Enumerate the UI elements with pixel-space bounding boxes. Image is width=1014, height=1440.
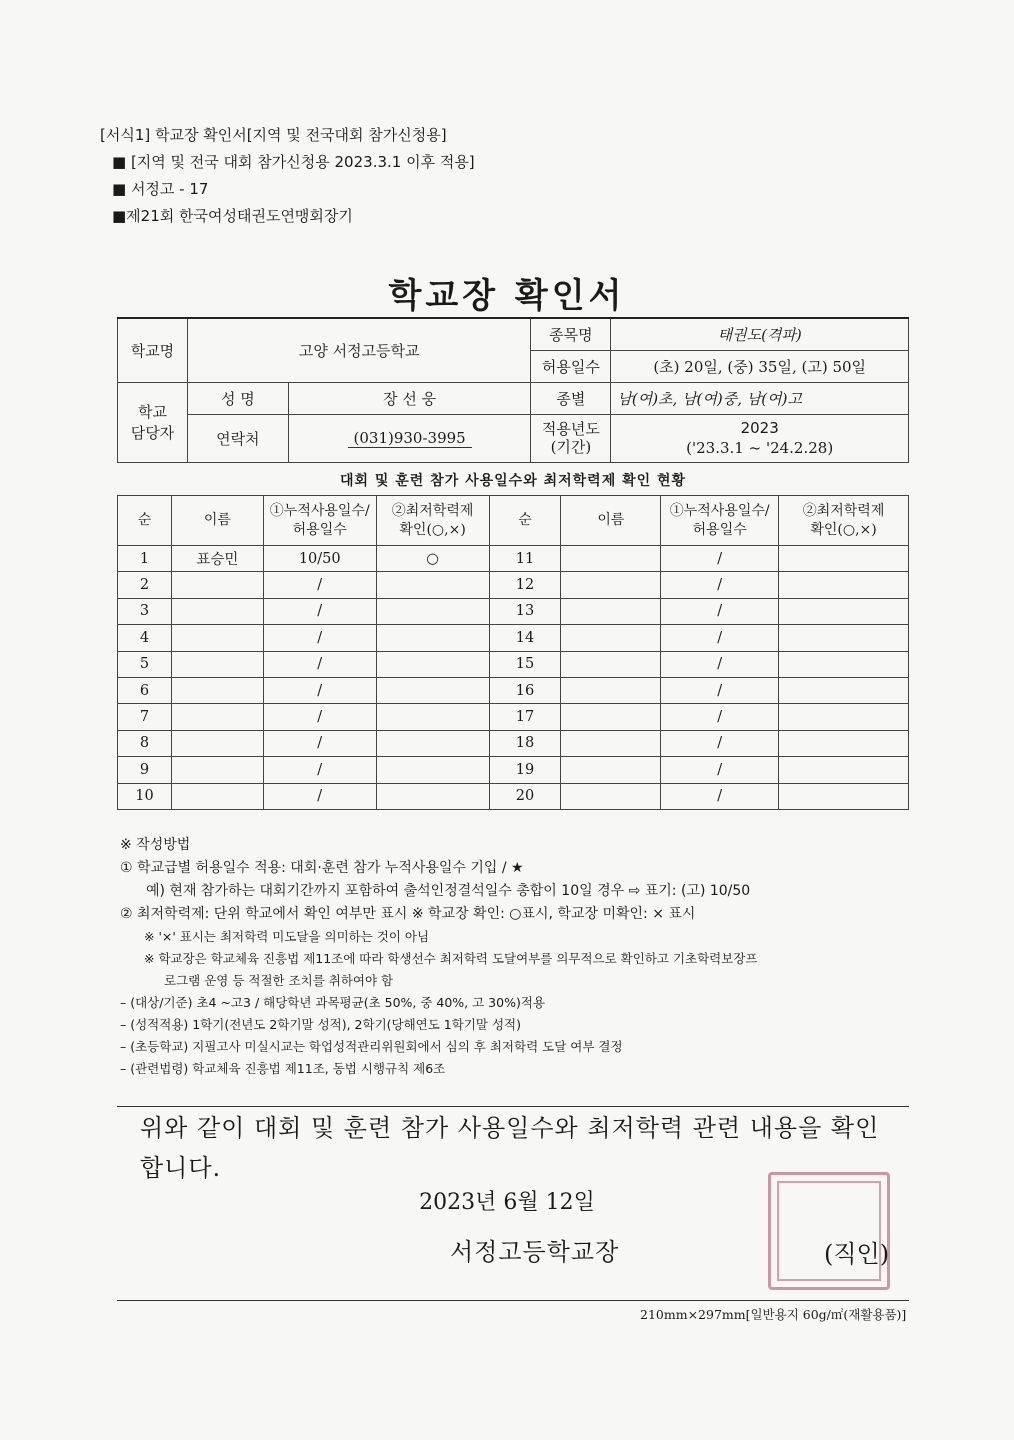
contact-label-line2: 담당자: [130, 424, 175, 442]
divider-bottom: [117, 1300, 909, 1301]
table-row: [118, 677, 909, 703]
header-days-line2: 허용일수: [292, 521, 347, 538]
row-number: 2: [118, 572, 172, 598]
participant-name: [171, 730, 263, 756]
participant-name: [561, 598, 661, 624]
row-number: 14: [489, 625, 561, 651]
phone-number: (031)930-3995: [348, 429, 472, 448]
table-row: [118, 783, 909, 809]
header-days-line1: ①누적사용일수/: [669, 502, 770, 519]
row-number: 1: [118, 546, 172, 572]
days-used: /: [661, 730, 779, 756]
participant-name: [171, 651, 263, 677]
grade-check: [376, 651, 489, 677]
header-no-right: 순: [489, 496, 561, 546]
form-label: [서식1] 학교장 확인서[지역 및 전국대회 참가신청용]: [100, 126, 447, 144]
table-row: [118, 598, 909, 624]
days-used: /: [661, 546, 779, 572]
row-number: 7: [118, 704, 172, 730]
paper-spec: 210mm×297mm[일반용지 60g/㎡(재활용품)]: [640, 1307, 907, 1322]
days-used: /: [661, 677, 779, 703]
days-used: /: [263, 677, 376, 703]
row-number: 12: [489, 572, 561, 598]
school-info-table: [117, 317, 909, 463]
grade-check: [779, 651, 909, 677]
days-used: /: [263, 704, 376, 730]
grade-check: [779, 783, 909, 809]
year-value: [611, 414, 909, 462]
header-days-line2: 허용일수: [692, 521, 747, 538]
header-days-right: [661, 496, 779, 546]
row-number: 16: [489, 677, 561, 703]
grade-check: [779, 572, 909, 598]
row-number: 13: [489, 598, 561, 624]
instruction-sub-2-cont: 로그램 운영 등 적절한 조치를 취하여야 함: [164, 973, 394, 988]
grade-check: [376, 783, 489, 809]
document-number: ■ 서정고 - 17: [112, 180, 209, 198]
detail-2: – (성적적용) 1학기(전년도 2학기말 성적), 2학기(당해연도 1학기말 성적): [120, 1017, 521, 1032]
header-grade-line1: ②최저학력제: [802, 502, 885, 519]
table-row: [118, 651, 909, 677]
contact-label-line1: 학교: [137, 403, 167, 421]
list-caption: 대회 및 훈련 참가 사용일수와 최저학력제 확인 현황: [339, 473, 687, 489]
row-number: 18: [489, 730, 561, 756]
days-used: 10/50: [263, 546, 376, 572]
row-number: 9: [118, 757, 172, 783]
row-number: 5: [118, 651, 172, 677]
divider-top: [117, 1106, 909, 1107]
instruction-1: ① 학교급별 허용일수 적용: 대회·훈련 참가 누적사용일수 기입 / ★: [120, 860, 524, 876]
row-number: 17: [489, 704, 561, 730]
header-days-left: [263, 496, 376, 546]
instruction-sub-1: ※ '×' 표시는 최저학력 미도달을 의미하는 것이 아님: [144, 929, 430, 944]
issue-date: 2023년 6월 12일: [419, 1190, 595, 1215]
page-title: 학교장 확인서: [388, 276, 626, 316]
grade-check: ○: [376, 546, 489, 572]
year-label: [531, 414, 611, 462]
school-value: 고양 서정고등학교: [187, 318, 531, 382]
instruction-1-example: 예) 현재 참가하는 대회기간까지 포함하여 출석인정결석일수 총합이 10일 경우 ⇨ 표기: (고) 10/50: [146, 883, 751, 899]
days-used: /: [263, 730, 376, 756]
name-value: 장 선 웅: [288, 382, 531, 414]
participant-name: [171, 677, 263, 703]
row-number: 6: [118, 677, 172, 703]
header-name-left: 이름: [171, 496, 263, 546]
table-row: [118, 704, 909, 730]
grade-check: [376, 757, 489, 783]
days-used: /: [263, 625, 376, 651]
row-number: 11: [489, 546, 561, 572]
days-used: /: [661, 651, 779, 677]
grade-check: [376, 625, 489, 651]
grade-check: [376, 677, 489, 703]
detail-3: – (초등학교) 지필고사 미실시교는 학업성적관리위원회에서 심의 후 최저학력 도달 여부 결정: [120, 1039, 623, 1054]
grade-check: [779, 625, 909, 651]
official-seal: [768, 1172, 890, 1290]
table-row: [118, 757, 909, 783]
header-name-right: 이름: [561, 496, 661, 546]
table-row: [118, 625, 909, 651]
grade-check: [376, 730, 489, 756]
participant-name: [561, 677, 661, 703]
days-used: /: [661, 598, 779, 624]
days-used: /: [661, 625, 779, 651]
participant-name: [171, 757, 263, 783]
gender-value: 남(여)초, 남(여)중, 남(여)고: [611, 382, 909, 414]
row-number: 15: [489, 651, 561, 677]
table-row: [118, 572, 909, 598]
header-grade-right: [779, 496, 909, 546]
header-grade-line2: 확인(○,×): [810, 521, 877, 538]
days-label: 허용일수: [531, 350, 611, 382]
event-value: 태권도(격파): [611, 318, 909, 350]
grade-check: [779, 730, 909, 756]
gender-label: 종별: [531, 382, 611, 414]
participant-name: [171, 783, 263, 809]
days-value: (초) 20일, (중) 35일, (고) 50일: [611, 350, 909, 382]
grade-check: [779, 677, 909, 703]
grade-check: [376, 572, 489, 598]
days-used: /: [263, 757, 376, 783]
row-number: 20: [489, 783, 561, 809]
participants-table: [117, 495, 909, 810]
participant-name: [561, 572, 661, 598]
principal-title: 서정고등학교장: [450, 1238, 620, 1266]
detail-1: – (대상/기준) 초4 ~고3 / 해당학년 과목평균(초 50%, 중 40%, 고 30%)적용: [120, 995, 545, 1010]
participant-name: [171, 598, 263, 624]
participant-name: [171, 704, 263, 730]
instruction-sub-2: ※ 학교장은 학교체육 진흥법 제11조에 따라 학생선수 최저학력 도달여부를 의무적으로 확인하고 기초학력보장프: [144, 951, 758, 966]
confirmation-text: 위와 같이 대회 및 훈련 참가 사용일수와 최저학력 관련 내용을 확인합니다.: [140, 1114, 880, 1182]
participant-name: [171, 572, 263, 598]
days-used: /: [263, 783, 376, 809]
header-grade-line1: ②최저학력제: [391, 502, 474, 519]
seal-label: (직인): [824, 1240, 890, 1268]
competition-name: ■제21회 한국여성태권도연맹회장기: [112, 207, 353, 225]
days-used: /: [263, 572, 376, 598]
year-label-line2: (기간): [550, 438, 592, 456]
year-value-line2: ('23.3.1 ~ '24.2.28): [686, 439, 834, 457]
days-used: /: [661, 757, 779, 783]
days-used: /: [661, 783, 779, 809]
detail-4: – (관련법령) 학교체육 진흥법 제11조, 동법 시행규칙 제6조: [120, 1061, 446, 1076]
event-label: 종목명: [531, 318, 611, 350]
instruction-2: ② 최저학력제: 단위 학교에서 확인 여부만 표시 ※ 학교장 확인: ○표시, 학교장 미확인: × 표시: [120, 906, 696, 922]
participant-name: [561, 546, 661, 572]
grade-check: [376, 704, 489, 730]
grade-check: [779, 546, 909, 572]
header-grade-line2: 확인(○,×): [399, 521, 466, 538]
year-value-line1: 2023: [740, 419, 779, 437]
participant-name: [171, 625, 263, 651]
participant-name: [561, 625, 661, 651]
grade-check: [376, 598, 489, 624]
contact-label: [118, 382, 188, 462]
grade-check: [779, 704, 909, 730]
row-number: 3: [118, 598, 172, 624]
participant-name: [561, 651, 661, 677]
phone-label: 연락처: [187, 414, 288, 462]
days-used: /: [661, 572, 779, 598]
table-row: [118, 730, 909, 756]
participant-name: [561, 757, 661, 783]
phone-value: [288, 414, 531, 462]
row-number: 4: [118, 625, 172, 651]
days-used: /: [263, 598, 376, 624]
name-label: 성 명: [187, 382, 288, 414]
instructions: [120, 834, 757, 1080]
header-no-left: 순: [118, 496, 172, 546]
header-grade-left: [376, 496, 489, 546]
applicability-note: ■ [지역 및 전국 대회 참가신청용 2023.3.1 이후 적용]: [112, 153, 475, 171]
row-number: 8: [118, 730, 172, 756]
instructions-heading: ※ 작성방법: [120, 837, 191, 853]
grade-check: [779, 757, 909, 783]
participant-name: [561, 730, 661, 756]
year-label-line1: 적용년도: [541, 420, 600, 438]
row-number: 10: [118, 783, 172, 809]
participant-name: 표승민: [171, 546, 263, 572]
grade-check: [779, 598, 909, 624]
days-used: /: [661, 704, 779, 730]
table-row: [118, 546, 909, 572]
school-label: 학교명: [118, 318, 188, 382]
header-days-line1: ①누적사용일수/: [269, 502, 370, 519]
participant-name: [561, 704, 661, 730]
row-number: 19: [489, 757, 561, 783]
days-used: /: [263, 651, 376, 677]
participant-name: [561, 783, 661, 809]
